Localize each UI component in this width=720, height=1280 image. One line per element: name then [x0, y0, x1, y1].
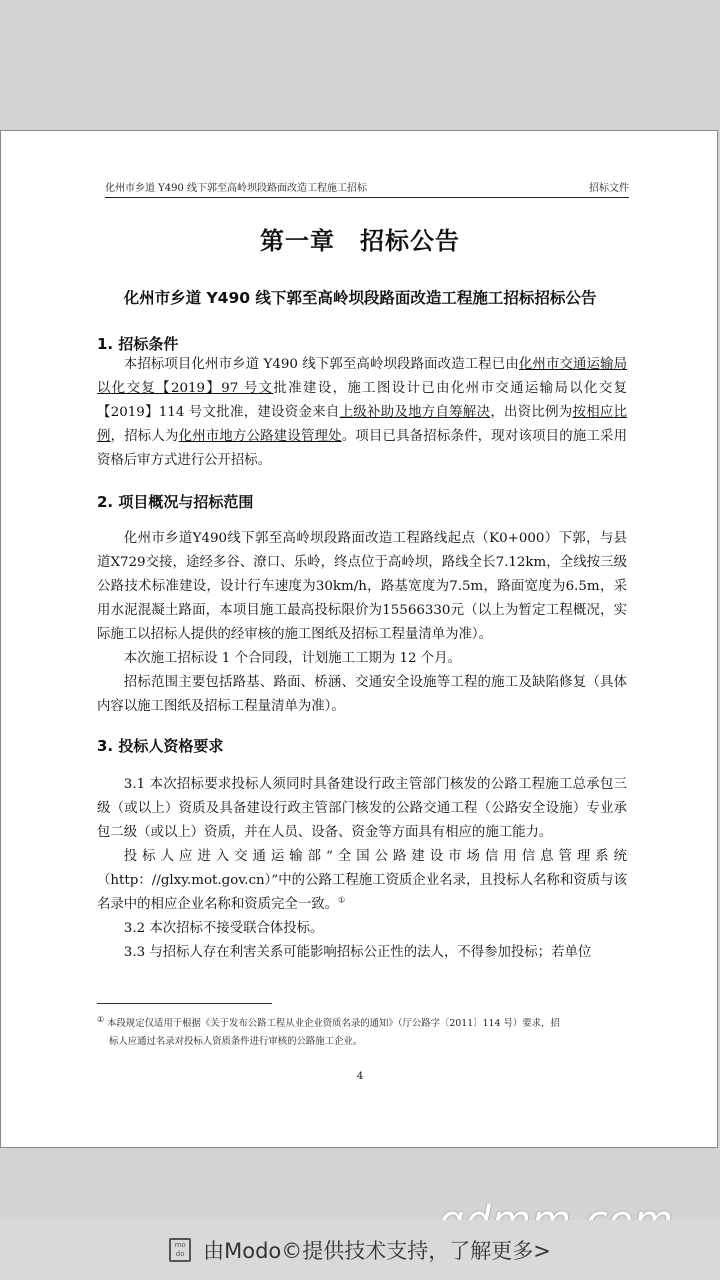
- paragraph: 招标范围主要包括路基、路面、桥涵、交通安全设施等工程的施工及缺陷修复（具体内容以施工图纸及招标工程量清单为准）。: [97, 675, 627, 714]
- text-run: 投标人应进入交通运输部“全国公路建设市场信用信息管理系统（http：//glxy.mot.gov.cn）”中的公路工程施工资质企业名录，且投标人名称和资质与该名录中的相应企业名称和资质完全一致。: [97, 849, 627, 912]
- underlined-text: 上级补助及地方自筹解决: [339, 405, 491, 420]
- text-run: ，招标人为: [110, 429, 179, 444]
- footnote-text: 本段规定仅适用于根据《关于发布公路工程从业企业资质名录的通知》（厅公路字〔2011〕114 号）要求，招: [107, 1018, 560, 1029]
- underlined-text: 化州市地方公路建设管理处: [178, 429, 342, 444]
- footnote-divider: [97, 1003, 272, 1004]
- section-2-body: [97, 527, 627, 719]
- section-heading-3: 3. 投标人资格要求: [97, 737, 224, 755]
- section-1-body: [97, 353, 627, 473]
- modo-logo-icon: mo do: [169, 1238, 191, 1262]
- footnote-line: 标人应通过名录对投标人资质条件进行审核的公路施工企业。: [109, 1036, 363, 1047]
- document-page: [0, 130, 718, 1148]
- header-right-text: 招标文件: [589, 183, 629, 194]
- section-heading-1: 1. 招标条件: [97, 335, 179, 353]
- text-run: ，出资比例为: [490, 405, 573, 420]
- header-left-text: 化州市乡道 Y490 线下郭至高岭坝段路面改造工程施工招标: [105, 183, 368, 194]
- paragraph: 3.1 本次招标要求投标人须同时具备建设行政主管部门核发的公路工程施工总承包三级（或以上）资质及具备建设行政主管部门核发的公路交通工程（公路安全设施）专业承包二级（或以上）资质，并在人员、设备、资金等方面具有相应的施工能力。: [97, 777, 627, 840]
- underlined-text: 化州市交通运输局以化交复【2019】97 号文: [97, 357, 627, 396]
- footnote-marker: ①: [338, 895, 346, 905]
- section-heading-2: 2. 项目概况与招标范围: [97, 493, 254, 511]
- document-title: 化州市乡道 Y490 线下郭至高岭坝段路面改造工程施工招标招标公告: [123, 289, 597, 307]
- paragraph: 3.2 本次招标不接受联合体投标。: [123, 921, 324, 936]
- paragraph: 3.3 与招标人存在利害关系可能影响招标公正性的法人，不得参加投标；若单位: [123, 945, 592, 960]
- page-number: 4: [356, 1071, 364, 1082]
- footnote-mark: ①: [97, 1014, 105, 1024]
- paragraph: 本次施工招标设 1 个合同段，计划施工工期为 12 个月。: [123, 651, 461, 666]
- footnote-line: [97, 1015, 631, 1033]
- section-3-body: [97, 773, 627, 965]
- modo-banner-text[interactable]: 由Modo©提供技术支持，了解更多>: [203, 1239, 551, 1263]
- text-run: 批准建设，施工图设计已由化州市交通运输局以化交复【2019】114 号文批准，建设资金来自: [97, 381, 628, 420]
- running-header: [105, 181, 629, 198]
- text-run: 本招标项目化州市乡道 Y490 线下郭至高岭坝段路面改造工程已由: [123, 357, 519, 372]
- modo-banner[interactable]: [0, 1220, 720, 1280]
- paragraph: 化州市乡道Y490线下郭至高岭坝段路面改造工程路线起点（K0+000）下郭，与县道X729交接，途经多谷、潦口、乐岭，终点位于高岭坝，路线全长7.12km，全线按三级公路技术标准建设，设计行车速度为30km/h，路基宽度为7.5m，路面宽度为6.5m，采用水泥混凝土路面，本项目施工最高投标限价为15566330元（以上为暂定工程概况，实际施工以招标人提供的经审核的施工图纸及招标工程量清单为准）。: [97, 531, 627, 642]
- chapter-title: 第一章 招标公告: [260, 227, 460, 255]
- text-run: 。项目已具备招标条件，现对该项目的施工采用资格后审方式进行公开招标。: [97, 429, 628, 468]
- underlined-text: 按相应比例: [97, 405, 628, 444]
- paragraph: [97, 353, 627, 473]
- paragraph: [97, 845, 627, 917]
- footnote: [97, 1015, 631, 1051]
